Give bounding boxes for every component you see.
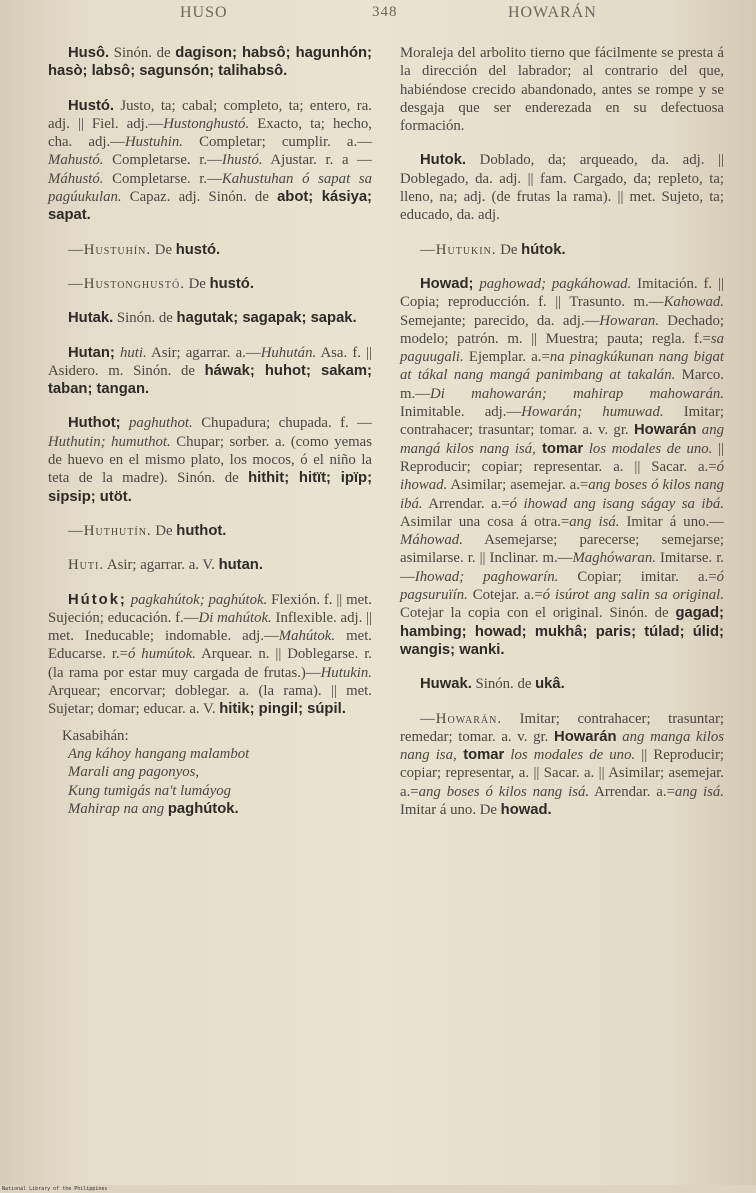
- subentry-headword: —Hustuhín.: [68, 241, 152, 258]
- example-keyword: Howarán: [633, 422, 697, 439]
- entry-hustonghusto: [48, 275, 372, 293]
- definition-text: Dechado; modelo; patrón. m. || Muestra; pauta; regla. f.=: [400, 312, 724, 347]
- entry-huti: [48, 556, 372, 574]
- headword: Hutan;: [68, 344, 115, 361]
- definition-text: Arrendar. a.=: [422, 495, 510, 512]
- derived-form: Mahútok.: [278, 628, 336, 645]
- running-header: [0, 4, 756, 26]
- definition-text: Imitar; contrahacer; trasuntar; tomar. a. v. gr.: [400, 404, 724, 439]
- synonym-list: dagison; habsô; hagunhón; hasò; labsô; sagunsón; talihabsô.: [48, 45, 372, 80]
- headword: Husô.: [68, 45, 110, 61]
- synonym-list: gagad; hambing; howad; mukhâ; paris; túlad; úlid; wangis; wanki.: [400, 605, 724, 658]
- library-watermark: National Library of the Philippines: [2, 1186, 108, 1192]
- header-left-word: HUSO: [180, 4, 228, 21]
- subentry-headword: —Howarán.: [420, 710, 503, 727]
- definition-text: Ejemplar. a.=: [463, 349, 550, 366]
- synonym-list: hitik; pingil; súpil.: [219, 701, 346, 718]
- header-right-word: HOWARÁN: [508, 4, 597, 21]
- entry-hutak: [48, 309, 372, 327]
- proverb-keyword: paghútok.: [167, 800, 239, 817]
- definition-text: Ajustar. r. a —: [262, 152, 372, 169]
- definition-text: Completarse. r.—: [103, 152, 222, 169]
- derived-form: paghowad; pagkáhowad.: [473, 275, 632, 292]
- definition-text: Asimilar; asemejar. a.=: [447, 477, 589, 494]
- example-text: ang mangá kilos nang isá,: [400, 422, 724, 457]
- proverb-line: Kung tumigás na't lumáyog: [68, 782, 232, 799]
- definition-text: Arrendar. a.=: [589, 783, 675, 800]
- entry-hutok: [48, 591, 372, 719]
- derived-form: pagkahútok; paghútok.: [126, 591, 268, 608]
- moraleja-paragraph: Moraleja del arbolito tierno que fácilmente se presta á la dirección del labrador; al contrario del que, habiéndose crecido abandonado, antes se rompe y se desgaja que ser enderezada en su defectuosa formación.: [400, 45, 724, 135]
- definition-text: Asir; agarrar. a. V.: [104, 557, 219, 574]
- subentry-headword: —Huthutín.: [68, 522, 152, 539]
- definition-text: Sinón. de: [113, 310, 177, 327]
- entry-hutan: [48, 344, 372, 399]
- derived-form: paghuthot.: [120, 415, 193, 432]
- headword: Huthot;: [68, 415, 121, 432]
- derived-form: Ihowad; paghowarín.: [414, 568, 559, 585]
- definition-text: Imitarse. r.—: [400, 550, 725, 585]
- proverb-text: Mahirap na ang: [68, 800, 168, 817]
- synonym-list: abot; kásiya; sapat.: [48, 189, 372, 224]
- derived-form: Howaran.: [599, 312, 660, 329]
- entry-huso: [48, 44, 372, 81]
- definition-text: Arquear. n. || Doblegarse. r. (la rama por estar muy cargada de frutas.)—: [48, 646, 373, 681]
- page-number: 348: [372, 4, 398, 20]
- derived-form: ang isá.: [674, 783, 724, 800]
- definition-text: Completar; cumplir. a.—: [182, 134, 372, 151]
- cross-reference: hutan.: [218, 557, 263, 574]
- headword: Howad;: [420, 275, 474, 292]
- entry-hutok-adj: [400, 151, 724, 224]
- definition-text: Asir; agarrar. a.—: [146, 344, 261, 361]
- definition-text: Inflexible. adj. || met. Ineducable; indomable. adj.—: [48, 609, 372, 645]
- definition-text: || Reproducir; copiar; representar, a. || Sacar. a. || Asimilar; asemejar. a.=: [400, 747, 724, 800]
- definition-text: Doblado, da; arqueado, da. adj. || Doblegado, da. adj. || fam. Cargado, da; repleto, ta; lleno, na; adj. (de frutas la rama). || met. Sujeto, ta; educado, da. adj.: [400, 152, 724, 224]
- derived-form: ó humútok.: [128, 646, 196, 663]
- entry-hutukin: [400, 241, 724, 259]
- definition-text: Capaz. adj. Sinón. de: [121, 189, 278, 206]
- cross-reference: huthot.: [176, 522, 227, 539]
- derived-form: ó ihowad ang isang ságay sa ibá.: [509, 495, 724, 512]
- derived-form: na pinagkúkunan nang bigat at tákal nang mangá panimbang at takalán.: [400, 349, 724, 384]
- synonym-list: háwak; huhot; sakam; taban; tangan.: [48, 362, 372, 398]
- definition-text: Inimitable. adj.—: [400, 404, 522, 421]
- definition-text: Imitar; contrahacer; trasuntar; remedar; tomar. a. v. gr.: [400, 710, 724, 745]
- definition-text: De: [184, 275, 210, 292]
- cross-reference: ukâ.: [535, 676, 565, 693]
- definition-text: Chupadura; chupada. f. —: [192, 415, 372, 432]
- proverb-line: Ang káhoy hangang malambot: [68, 745, 250, 762]
- synonym-list: hithit; hitït; ipïp; sipsip; utöt.: [48, 470, 372, 505]
- example-text: ang manga kilos nang isa,: [400, 728, 724, 764]
- example-keyword: Howarán: [554, 728, 617, 745]
- derived-form: ang boses ó kilos nang isá.: [418, 783, 590, 800]
- example-keyword: tomar: [535, 440, 584, 457]
- cross-reference: hútok.: [521, 241, 566, 258]
- definition-text: Flexión. f. || met. Sujeción; educación. f.—: [48, 591, 372, 626]
- derived-form: ó ihowad.: [400, 458, 724, 494]
- headword: Huwak.: [420, 676, 472, 693]
- headword: Hustó.: [68, 97, 115, 114]
- derived-form: ó pagsuruïín.: [400, 568, 724, 604]
- example-keyword: tomar: [456, 747, 505, 764]
- definition-text: Cotejar. a.=: [467, 587, 543, 604]
- derived-form: Hustuhin.: [124, 134, 183, 151]
- cross-reference: hustó.: [209, 275, 254, 292]
- derived-form: Hutukin.: [320, 664, 372, 681]
- entry-howaran: [400, 710, 724, 820]
- definition-text: met. Educarse. r.=: [48, 628, 373, 663]
- definition-text: Asemejarse; parecerse; semejarse; asimilarse. r. || Inclinar. m.—: [400, 532, 724, 567]
- proverb-line: [68, 800, 372, 818]
- headword: Hutak.: [68, 310, 114, 327]
- definition-text: Chupar; sorber. a. (como yemas de huevo en el mismo plato, los mocos, ó el niño la teta de la madre). Sinón. de: [48, 433, 372, 487]
- proverb-label: Kasabihán:: [62, 727, 129, 744]
- derived-form: Kahowad.: [663, 294, 724, 311]
- definition-text: Marco. m.—: [400, 367, 724, 402]
- headword: Hútok;: [68, 591, 127, 608]
- entry-husto: [48, 97, 372, 225]
- subentry-headword: Huti.: [68, 557, 105, 574]
- derived-form: Di mahútok.: [198, 609, 272, 626]
- definition-text: Arquear; encorvar; doblegar. a. (la rama). || met. Sujetar; domar; educar. a. V.: [48, 683, 372, 718]
- subentry-headword: —Hustonghustó.: [68, 275, 185, 292]
- definition-text: De: [496, 241, 522, 258]
- derived-form: Mahustó.: [48, 152, 104, 169]
- proverb-line: Marali ang pagonyos,: [68, 764, 200, 781]
- proverb-block: [62, 727, 372, 818]
- entry-hustuhin: [48, 241, 372, 259]
- derived-form: Di mahowarán; mahirap mahowarán.: [430, 385, 724, 402]
- definition-text: Exacto, ta; hecho, cha. adj.—: [48, 115, 372, 151]
- definition-text: Imitación. f. || Copia; reproducción. f. || Trasunto. m.—: [400, 275, 724, 311]
- derived-form: Kahustuhan ó sapat sa pagúukulan.: [48, 170, 373, 206]
- derived-form: Maghówaran.: [572, 550, 656, 567]
- definition-text: Imitar á uno. De: [400, 801, 501, 818]
- entry-huwak: [400, 675, 724, 693]
- right-column: [400, 44, 724, 835]
- entry-huthot: [48, 414, 372, 505]
- definition-text: De: [151, 522, 177, 539]
- entry-howad: [400, 275, 724, 659]
- cross-reference: howad.: [500, 801, 552, 818]
- derived-form: sa paguugali.: [400, 330, 724, 366]
- derived-form: ang isá.: [569, 513, 620, 530]
- definition-text: || Reproducir; copiar; representar. a. || Sacar. a.=: [400, 440, 724, 475]
- derived-form: Hustonghustó.: [163, 115, 250, 132]
- derived-form: Ihustó.: [221, 152, 263, 169]
- derived-form: Howarán; humuwad.: [521, 404, 664, 421]
- definition-text: De: [151, 241, 176, 258]
- subentry-headword: —Hutukin.: [420, 241, 497, 258]
- definition-text: Asa. f. || Asidero. m. Sinón. de: [48, 344, 372, 379]
- definition-text: Completarse. r.—: [103, 170, 222, 187]
- definition-text: Justo, ta; cabal; completo, ta; entero, ra. adj. || Fiel. adj.—: [48, 97, 372, 132]
- definition-text: Asimilar una cosa á otra.=: [400, 513, 570, 530]
- derived-form: Máhustó.: [48, 170, 104, 187]
- entry-huthutin: [48, 522, 372, 540]
- definition-text: Semejante; parecido, da. adj.—: [400, 312, 600, 329]
- definition-text: Sinón. de: [109, 45, 176, 61]
- derived-form: ang boses ó kilos nang ibá.: [400, 477, 725, 512]
- derived-form: Huhután.: [260, 344, 317, 361]
- definition-text: Sinón. de: [471, 676, 536, 693]
- example-text: los modales de uno.: [504, 747, 636, 764]
- synonym-list: hagutak; sagapak; sapak.: [176, 310, 357, 327]
- definition-text: Copiar; imitar. a.=: [558, 568, 717, 585]
- definition-text: Imitar á uno.—: [619, 513, 724, 530]
- derived-form: huti.: [114, 344, 147, 361]
- definition-text: Cotejar la copia con el original. Sinón. de: [400, 605, 676, 622]
- left-column: [48, 44, 372, 818]
- headword: Hutok.: [420, 152, 467, 169]
- derived-form: ó isúrot ang salin sa original.: [542, 587, 724, 604]
- cross-reference: hustó.: [175, 241, 221, 258]
- example-text: los modales de uno.: [583, 440, 713, 457]
- derived-form: Huthutin; humuthot.: [48, 433, 171, 450]
- derived-form: Máhowad.: [400, 532, 463, 549]
